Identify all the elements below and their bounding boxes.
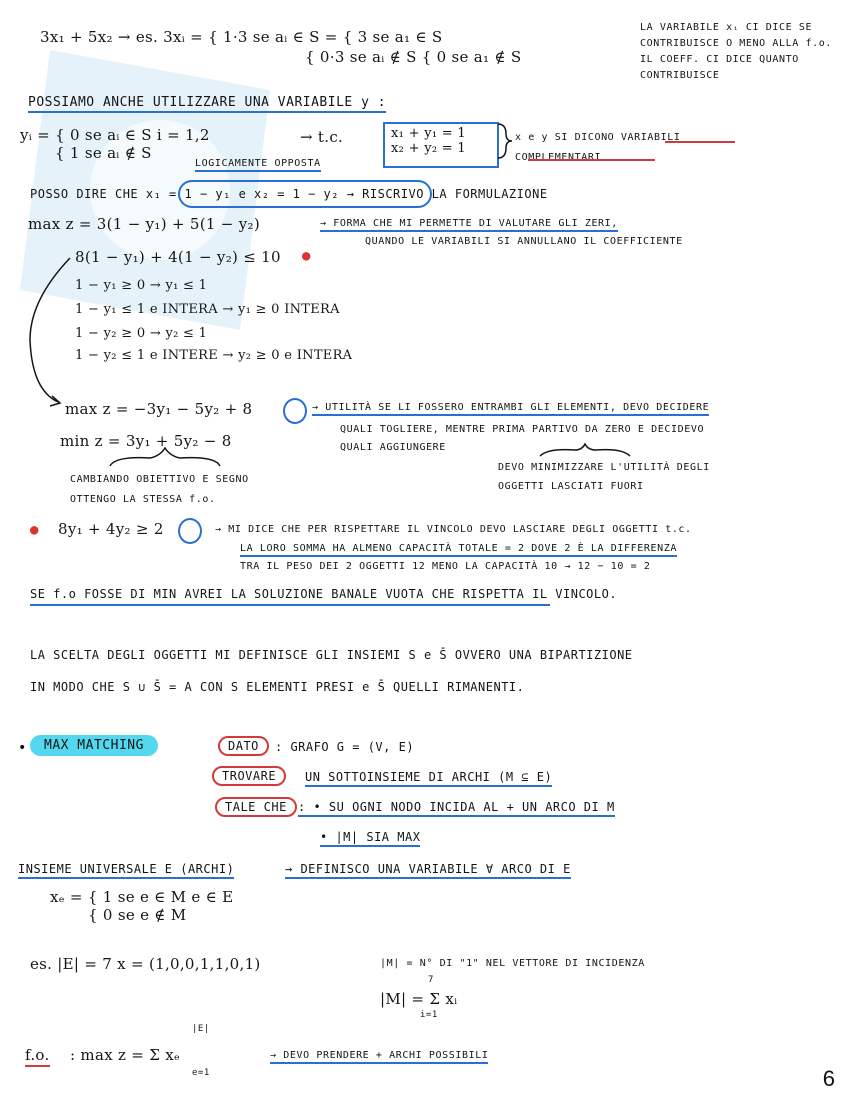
trovare-text: UN SOTTOINSIEME DI ARCHI (M ⊆ E)	[305, 770, 552, 787]
tc-arrow: → t.c.	[300, 128, 344, 146]
objective-rewritten: max z = 3(1 − y₁) + 5(1 − y₂)	[28, 215, 260, 233]
constraint-note-3: TRA IL PESO DEI 2 OGGETTI 12 MENO LA CAPACITÀ 10 → 12 − 10 = 2	[240, 561, 651, 572]
complementary-note: x e y SI DICONO VARIABILI COMPLEMENTARI	[515, 132, 681, 163]
bound-1: 1 − y₁ ≥ 0 → y₁ ≤ 1	[75, 278, 208, 293]
example-edges: es. |E| = 7 x = (1,0,0,1,1,0,1)	[30, 955, 261, 973]
tale-che-condition-2: • |M| SIA MAX	[320, 830, 420, 847]
max-matching-title: MAX MATCHING	[30, 735, 158, 756]
matching-size-sum: |M| = Σ xᵢ	[380, 990, 458, 1008]
dato-text: : GRAFO G = (V, E)	[275, 740, 415, 754]
y-variable-definition-cont: { 1 se aᵢ ∉ S	[55, 144, 152, 162]
edge-variable-definition: xₑ = { 1 se e ∈ M e ∈ E	[50, 888, 234, 906]
knapsack-x-definition: 3x₁ + 5x₂ → es. 3xᵢ = { 1·3 se aᵢ ∈ S = { 3 se a₁ ∈ S	[40, 28, 443, 46]
incidence-vector-note: |M| = N° DI "1" NEL VETTORE DI INCIDENZA	[380, 958, 645, 969]
constraint-note-1: → MI DICE CHE PER RISPETTARE IL VINCOLO DEVO LASCIARE DEGLI OGGETTI t.c.	[215, 524, 692, 535]
bound-3: 1 − y₂ ≥ 0 → y₂ ≤ 1	[75, 326, 208, 341]
equation-2: x₂ + y₂ = 1	[391, 141, 466, 156]
minimize-utility-note-2: OGGETTI LASCIATI FUORI	[498, 481, 644, 492]
substitution-line: POSSO DIRE CHE x₁ = 1 − y₁ e x₂ = 1 − y₂ → RISCRIVO LA FORMULAZIONE	[30, 187, 548, 201]
red-dot-marker-1: ●	[302, 248, 311, 264]
tale-che-label: TALE CHE	[215, 797, 297, 817]
tale-che-condition-1: : • SU OGNI NODO INCIDA AL + UN ARCO DI M	[298, 800, 615, 817]
fo-label-text: f.o.	[25, 1046, 50, 1067]
edge-variable-definition-cont: { 0 se e ∉ M	[88, 906, 187, 924]
x-variable-note: LA VARIABILE xᵢ CI DICE SE CONTRIBUISCE O MENO ALLA f.o. IL COEFF. CI DICE QUANTO CONTRIBUISCE	[640, 22, 832, 81]
trovare-label: TROVARE	[212, 766, 286, 786]
constraint-note-2: LA LORO SOMMA HA ALMENO CAPACITÀ TOTALE = 2 DOVE 2 È LA DIFFERENZA	[240, 543, 677, 557]
sum-upper-limit: 7	[428, 975, 434, 985]
logically-opposite-note: LOGICAMENTE OPPOSTA	[195, 158, 321, 172]
heading-variable-y: POSSIAMO ANCHE UTILIZZARE UNA VARIABILE y :	[28, 95, 386, 113]
utility-note-2: QUALI TOGLIERE, MENTRE PRIMA PARTIVO DA ZERO E DECIDEVO	[340, 424, 705, 435]
sum-lower-limit: i=1	[420, 1010, 438, 1020]
knapsack-x-definition-cont: { 0·3 se aᵢ ∉ S { 0 se a₁ ∉ S	[305, 48, 522, 66]
equation-1: x₁ + y₁ = 1	[391, 126, 466, 141]
bound-4: 1 − y₂ ≤ 1 e INTERE → y₂ ≥ 0 e INTERA	[75, 348, 353, 363]
universal-set-note: INSIEME UNIVERSALE E (ARCHI)	[18, 862, 234, 879]
objective-sum-lower: e=1	[192, 1068, 210, 1078]
bipartition-note-2: IN MODO CHE S ∪ S̄ = A CON S ELEMENTI PRESI e S̄ QUELLI RIMANENTI.	[30, 680, 525, 694]
bullet-icon: •	[18, 740, 27, 756]
variable-per-edge-note: → DEFINISCO UNA VARIABILE ∀ ARCO DI E	[285, 862, 571, 879]
take-max-edges-note: → DEVO PRENDERE + ARCHI POSSIBILI	[270, 1050, 488, 1064]
page-number: 6	[822, 1066, 835, 1091]
utility-note-3: QUALI AGGIUNGERE	[340, 442, 446, 453]
utility-note: → UTILITÀ SE LI FOSSERO ENTRAMBI GLI ELEMENTI, DEVO DECIDERE	[312, 402, 709, 416]
zeros-note-2: QUANDO LE VARIABILI SI ANNULLANO IL COEFFICIENTE	[365, 236, 683, 247]
objective-max-negative: max z = −3y₁ − 5y₂ + 8	[65, 400, 253, 418]
y-variable-definition: yᵢ = { 0 se aᵢ ∈ S i = 1,2	[20, 126, 210, 144]
max-matching-objective: : max z = Σ xₑ	[70, 1046, 181, 1064]
bipartition-note: LA SCELTA DEGLI OGGETTI MI DEFINISCE GLI INSIEMI S e S̄ OVVERO UNA BIPARTIZIONE	[30, 648, 633, 662]
dato-label: DATO	[218, 736, 269, 756]
objective-sum-upper: |E|	[192, 1024, 210, 1034]
bound-2: 1 − y₁ ≤ 1 e INTERA → y₁ ≥ 0 INTERA	[75, 302, 340, 317]
minimize-utility-note: DEVO MINIMIZZARE L'UTILITÀ DEGLI	[498, 462, 710, 473]
change-objective-note: CAMBIANDO OBIETTIVO E SEGNO	[70, 474, 249, 485]
same-fo-note: OTTENGO LA STESSA f.o.	[70, 494, 216, 505]
constraint-rewritten: 8(1 − y₁) + 4(1 − y₂) ≤ 10	[75, 248, 281, 266]
objective-min: min z = 3y₁ + 5y₂ − 8	[60, 432, 232, 450]
constraint-complementary: 8y₁ + 4y₂ ≥ 2	[58, 520, 164, 538]
red-dot-marker-2: ●	[30, 522, 39, 538]
zeros-note: → FORMA CHE MI PERMETTE DI VALUTARE GLI ZERI,	[320, 218, 618, 232]
trivial-solution-note: SE f.o FOSSE DI MIN AVREI LA SOLUZIONE BANALE VUOTA CHE RISPETTA IL VINCOLO.	[30, 587, 618, 601]
